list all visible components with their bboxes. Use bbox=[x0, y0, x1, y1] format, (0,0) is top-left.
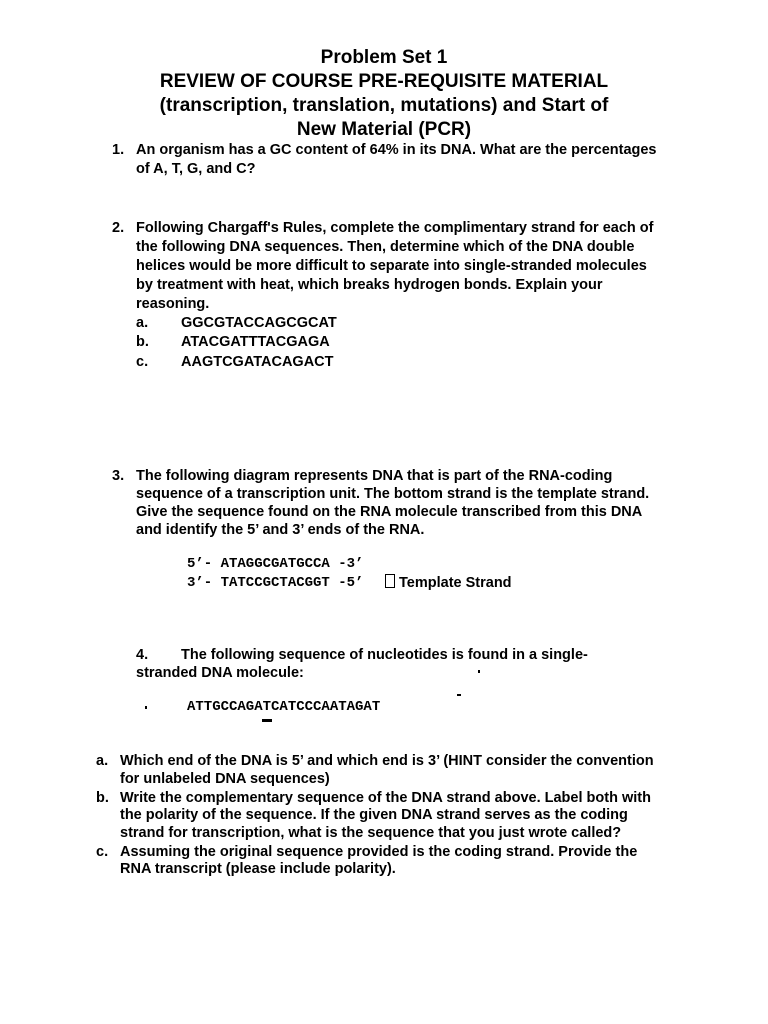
question-text-line: helices would be more difficult to separate into single-stranded molecules bbox=[136, 258, 647, 274]
question-text-line: reasoning. bbox=[136, 296, 210, 312]
question-text-line: The following sequence of nucleotides is found in a single- bbox=[181, 647, 588, 663]
question-text-line: An organism has a GC content of 64% in its DNA. What are the percentages bbox=[136, 142, 657, 158]
page-subtitle-line-3: New Material (PCR) bbox=[296, 119, 472, 140]
template-strand-label bbox=[385, 574, 512, 591]
page-title: Problem Set 1 bbox=[320, 47, 448, 68]
dna-top-strand: 5’- ATAGGCGATGCCA -3’ bbox=[187, 556, 364, 572]
template-strand-text: Template Strand bbox=[399, 575, 512, 591]
list-item-text-line: Assuming the original sequence provided is the coding strand. Provide the bbox=[120, 844, 638, 860]
list-item-text-line: Write the complementary sequence of the DNA strand above. Label both with bbox=[120, 790, 651, 806]
list-item-text-line: for unlabeled DNA sequences) bbox=[120, 771, 330, 787]
scan-speck bbox=[145, 706, 147, 709]
list-item-text-line: Which end of the DNA is 5’ and which end is 3’ (HINT consider the convention bbox=[120, 753, 654, 769]
scan-speck bbox=[262, 719, 272, 722]
question-text-line: stranded DNA molecule: bbox=[136, 665, 304, 681]
question-2 bbox=[0, 219, 768, 319]
list-item-text-line: RNA transcript (please include polarity). bbox=[120, 861, 396, 877]
list-item-letter: c. bbox=[136, 354, 149, 370]
list-item-letter: a. bbox=[136, 315, 149, 331]
question-text-line: the following DNA sequences. Then, determine which of the DNA double bbox=[136, 239, 635, 255]
question-1 bbox=[0, 141, 768, 181]
dna-bottom-strand: 3’- TATCCGCTACGGT -5’ bbox=[187, 575, 364, 591]
scan-speck bbox=[457, 694, 461, 696]
dna-sequence: GGCGTACCAGCGCAT bbox=[181, 315, 337, 331]
list-item-letter: b. bbox=[136, 334, 149, 350]
question-text-line: sequence of a transcription unit. The bottom strand is the template strand. bbox=[136, 486, 650, 502]
question-text-line: The following diagram represents DNA that is part of the RNA-coding bbox=[136, 468, 613, 484]
question-text-line: and identify the 5’ and 3’ ends of the RNA. bbox=[136, 522, 425, 538]
list-item-letter: c. bbox=[96, 844, 109, 860]
question-text-line: Give the sequence found on the RNA molecule transcribed from this DNA bbox=[136, 504, 643, 520]
page-subtitle-line-2: (transcription, translation, mutations) and Start of bbox=[159, 95, 609, 116]
question-number: 3. bbox=[112, 468, 125, 484]
question-text-line: of A, T, G, and C? bbox=[136, 161, 256, 177]
arrow-placeholder-icon bbox=[385, 574, 395, 588]
dna-sequence: ATTGCCAGATCATCCCAATAGAT bbox=[187, 699, 381, 715]
question-number: 1. bbox=[112, 142, 125, 158]
dna-sequence: ATACGATTTACGAGA bbox=[181, 334, 330, 350]
question-4 bbox=[0, 646, 768, 686]
question-number: 4. bbox=[136, 647, 149, 663]
list-item-text-line: strand for transcription, what is the sequence that you just wrote called? bbox=[120, 825, 622, 841]
page-subtitle-line-1: REVIEW OF COURSE PRE-REQUISITE MATERIAL bbox=[159, 71, 609, 92]
dna-sequence: AAGTCGATACAGACT bbox=[181, 354, 334, 370]
scan-speck bbox=[478, 670, 480, 673]
question-number: 2. bbox=[112, 220, 125, 236]
list-item-text-line: the polarity of the sequence. If the given DNA strand serves as the coding bbox=[120, 807, 628, 823]
question-text-line: Following Chargaff's Rules, complete the complimentary strand for each of bbox=[136, 220, 654, 236]
list-item-letter: a. bbox=[96, 753, 109, 769]
question-text-line: by treatment with heat, which breaks hydrogen bonds. Explain your bbox=[136, 277, 603, 293]
list-item-letter: b. bbox=[96, 790, 109, 806]
question-3 bbox=[0, 467, 768, 547]
